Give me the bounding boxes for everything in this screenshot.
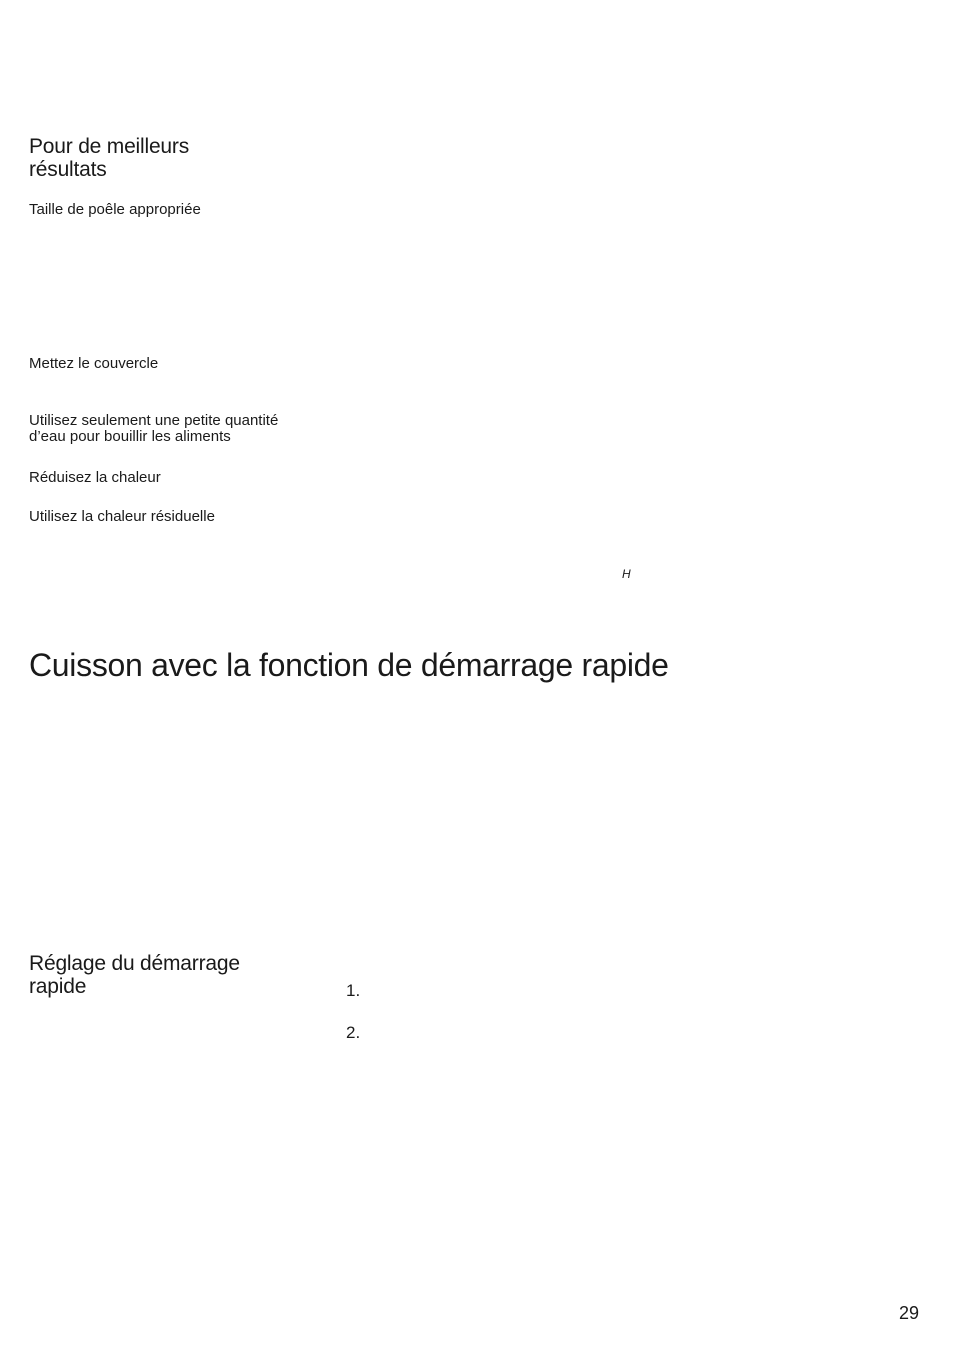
tip-reduce-heat: Réduisez la chaleur	[29, 469, 161, 486]
tip-lid: Mettez le couvercle	[29, 355, 159, 372]
step-1-number: 1.	[346, 981, 361, 1000]
tip-pan-size: Taille de poêle appropriée	[29, 201, 201, 218]
step-2-number: 2.	[346, 1023, 361, 1042]
tip-little-water: Utilisez seulement une petite quantité d’eau pour bouillir les aliments	[29, 412, 279, 445]
page-number: 29	[899, 1303, 920, 1323]
tip-residual-heat: Utilisez la chaleur résiduelle	[29, 508, 215, 525]
residual-heat-display-glyph: H	[622, 567, 631, 581]
best-results-heading: Pour de meilleurs résultats	[29, 135, 190, 181]
quick-start-title: Cuisson avec la fonction de démarrage rapide	[29, 647, 669, 683]
quick-start-setting-heading: Réglage du démarrage rapide	[29, 952, 240, 998]
